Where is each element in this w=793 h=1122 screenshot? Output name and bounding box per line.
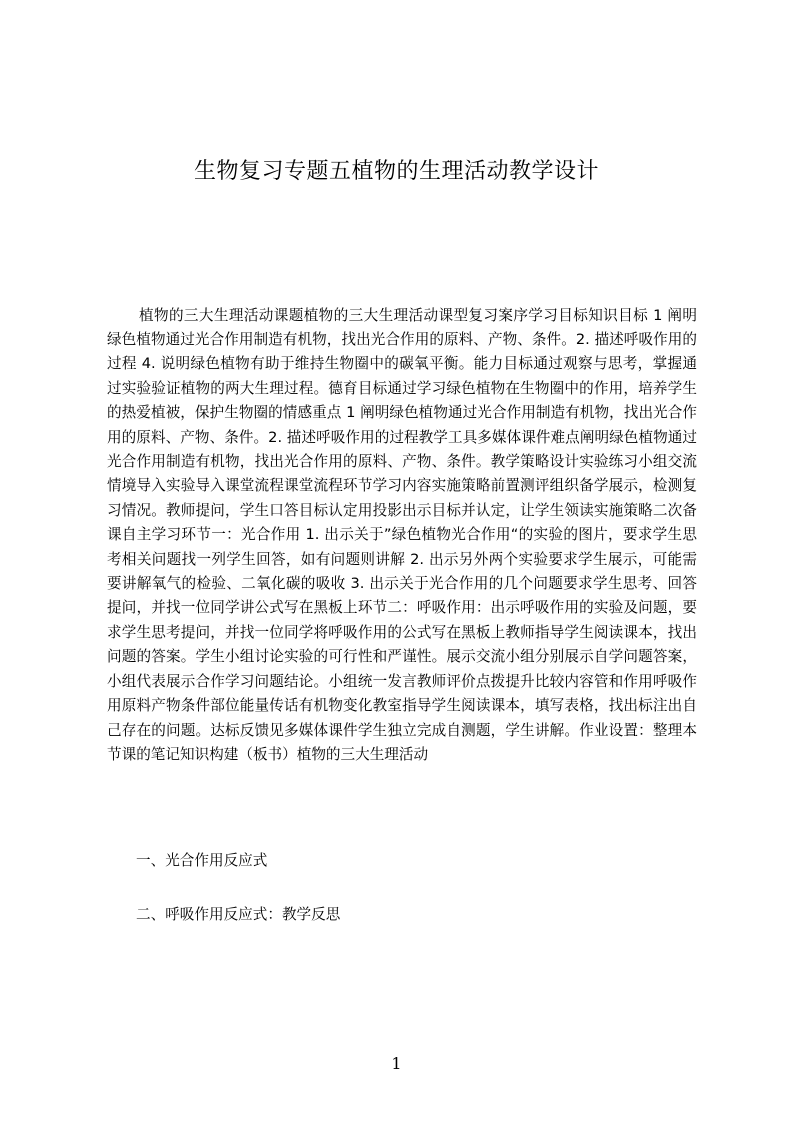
section-heading-respiration: 二、呼吸作用反应式：教学反思 xyxy=(136,906,341,923)
section-heading-photosynthesis: 一、光合作用反应式 xyxy=(136,852,268,869)
document-title: 生物复习专题五植物的生理活动教学设计 xyxy=(193,158,599,184)
page-number: 1 xyxy=(391,1054,402,1073)
body-paragraph: 植物的三大生理活动课题植物的三大生理活动课型复习案序学习目标知识目标 1 阐明绿色植物通过光合作用制造有机物，找出光合作用的原料、产物、条件。2. 描述呼吸作用的过程 4. 说明绿色植物有助于维持生物圈中的碳氧平衡。能力目标通过观察与思考，掌握通过实验验证植物的两大生理过程。德育目标通过学习绿色植物在生物圈中的作用，培养学生的热爱植被，保护生物圈的情感重点 1 阐明绿色植物通过光合作用制造有机物，找出光合作用的原料、产物、条件。2. 描述呼吸作用的过程教学工具多媒体课件难点阐明绿色植物通过光合作用制造有机物，找出光合作用的原料、产物、条件。教学策略设计实验练习小组交流情境导入实验导入课堂流程课堂流程环节学习内容实施策略前置测评组织备学展示，检测复习情况。教师提问，学生口答目标认定用投影出示目标并认定，让学生领读实施策略二次备课自主学习环节一：光合作用 1. 出示关于”绿色植物光合作用“的实验的图片，要求学生思考相关问题找一列学生回答，如有问题则讲解 2. 出示另外两个实验要求学生展示，可能需要讲解氧气的检验、二氧化碳的吸收 3. 出示关于光合作用的几个问题要求学生思考、回答提问，并找一位同学讲公式写在黑板上环节二：呼吸作用：出示呼吸作用的实验及问题，要求学生思考提问，并找一位同学将呼吸作用的公式写在黑板上教师指导学生阅读课本，找出问题的答案。学生小组讨论实验的可行性和严谨性。展示交流小组分别展示自学问题答案，小组代表展示合作学习问题结论。小组统一发言教师评价点拨提升比较内容管和作用呼吸作用原料产物条件部位能量传话有机物变化教室指导学生阅读课本，填写表格，找出标注出自己存在的问题。达标反馈见多媒体课件学生独立完成自测题，学生讲解。作业设置：整理本节课的笔记知识构建（板书）植物的三大生理活动 xyxy=(107,306,697,763)
